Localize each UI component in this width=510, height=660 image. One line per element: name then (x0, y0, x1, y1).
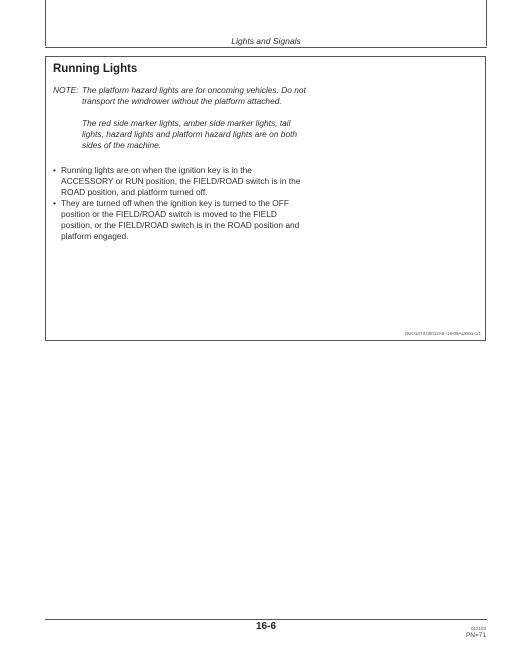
running-lights-section (45, 56, 486, 341)
note-block (53, 85, 313, 162)
page-number: 16-6 (255, 621, 276, 632)
footer-divider (45, 619, 487, 620)
header-divider (45, 47, 487, 48)
bullet-item: • Running lights are on when the ignition key is in the ACCESSORY or RUN position, the FIELD/ROAD switch is in the ROAD position, and platform turned off. (53, 165, 303, 198)
page-header-title: Lights and Signals (231, 36, 301, 46)
bullet-item: • They are turned off when the ignition key is turned to the OFF position or the FIELD/ROAD switch is moved to the FIELD position, or the FIELD/ROAD switch is in the ROAD position and platform engaged. (53, 198, 303, 242)
footer-date-code: 012103 (470, 626, 486, 631)
footer-pn-code: PN=71 (465, 632, 486, 639)
note-paragraph: The platform hazard lights are for oncoming vehicles. Do not transport the windrower without the platform attached. (82, 85, 306, 106)
reference-code: OUO1073,00012A8 -19-09AUG01-1/1 (404, 331, 481, 336)
bullet-list (53, 165, 303, 242)
section-title: Running Lights (53, 63, 138, 75)
note-paragraph: The red side marker lights, amber side marker lights, tail lights, hazard lights and platform hazard lights are on both sides of the machine. (82, 118, 298, 150)
note-body (82, 85, 313, 151)
note-label: NOTE: (53, 85, 79, 95)
